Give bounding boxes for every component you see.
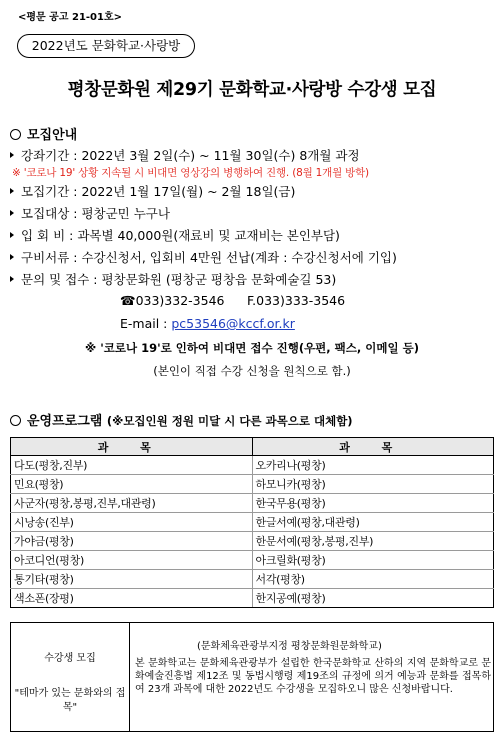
column-header-subject: 과 목 — [11, 438, 253, 456]
table-cell: 한글서예(평창,대관령) — [252, 513, 494, 532]
table-cell: 서각(평창) — [252, 570, 494, 589]
table-row — [11, 589, 494, 608]
program-section-title: 운영프로그램 — [27, 414, 103, 429]
recruit-item-contact: 문의 및 접수 : 평창문화원 (평창군 평창읍 문화예술길 53) — [10, 270, 336, 288]
email-label: E-mail : — [120, 316, 172, 331]
page-title: 평창문화원 제29기 문화학교·사랑방 수강생 모집 — [67, 80, 437, 100]
program-section-header — [10, 410, 353, 429]
triangle-bullet-icon — [10, 188, 14, 194]
covid-note: ※ '코로나 19' 상황 지속될 시 비대면 영상강의 병행하여 진행. (8월 1개월 방학) — [12, 167, 369, 179]
recruit-item-fee: 입 회 비 : 과목별 40,000원(재료비 및 교재비는 본인부담) — [10, 226, 340, 244]
table-cell: 한문서예(평창,봉평,진부) — [252, 532, 494, 551]
triangle-bullet-icon — [10, 152, 14, 158]
table-cell: 색소폰(장평) — [11, 589, 253, 608]
circle-bullet-icon — [10, 415, 21, 426]
intro-quote: "테마가 있는 문화와의 접목" — [14, 688, 126, 713]
intro-heading: (문화체육관광부지정 평창문화원문화학교) — [197, 641, 382, 652]
table-cell: 한국무용(평창) — [252, 494, 494, 513]
table-row — [11, 551, 494, 570]
table-cell: 아크릴화(평창) — [252, 551, 494, 570]
table-cell: 민요(평창) — [11, 475, 253, 494]
recruit-item-recruit-period: 모집기간 : 2022년 1월 17일(월) ~ 2월 18일(금) — [10, 182, 295, 200]
email-link[interactable]: pc53546@kccf.or.kr — [171, 316, 295, 331]
recruit-item-documents: 구비서류 : 수강신청서, 입회비 4만원 선납(계좌 : 수강신청서에 기입) — [10, 248, 397, 266]
circle-bullet-icon — [10, 129, 21, 140]
self-apply-note: (본인이 직접 수강 신청을 원칙으로 함.) — [153, 364, 351, 378]
table-row — [11, 494, 494, 513]
online-receipt-note: ※ '코로나 19'로 인하여 비대면 접수 진행(우편, 팩스, 이메일 등) — [85, 341, 419, 355]
table-cell: 다도(평창,진부) — [11, 456, 253, 475]
intro-label: 수강생 모집 — [44, 653, 96, 664]
table-row — [11, 532, 494, 551]
recruit-item-target: 모집대상 : 평창군민 누구나 — [10, 204, 170, 222]
table-cell: 아코디언(평창) — [11, 551, 253, 570]
column-header-subject: 과 목 — [252, 438, 494, 456]
triangle-bullet-icon — [10, 210, 14, 216]
table-row — [11, 570, 494, 589]
notice-number: <평문 공고 21-01호> — [18, 12, 123, 23]
triangle-bullet-icon — [10, 232, 14, 238]
table-cell: 가야금(평창) — [11, 532, 253, 551]
table-cell: 시낭송(진부) — [11, 513, 253, 532]
table-row — [11, 513, 494, 532]
program-section-note: (※모집인원 정원 미달 시 다른 과목으로 대체함) — [106, 414, 353, 428]
fax-number: F.033)333-3546 — [247, 293, 346, 308]
table-cell: 사군자(평창,봉평,진부,대관령) — [11, 494, 253, 513]
box-divider — [129, 623, 130, 731]
intro-box — [10, 622, 494, 732]
phone-number: ☎033)332-3546 — [120, 293, 225, 308]
triangle-bullet-icon — [10, 276, 14, 282]
table-cell: 통기타(평창) — [11, 570, 253, 589]
table-cell: 한지공예(평창) — [252, 589, 494, 608]
table-row — [11, 456, 494, 475]
year-badge: 2022년도 문화학교·사랑방 — [17, 34, 195, 58]
triangle-bullet-icon — [10, 254, 14, 260]
recruit-section-title: 모집안내 — [27, 128, 78, 143]
program-table-header — [11, 438, 494, 456]
email-line — [120, 316, 295, 331]
program-table — [10, 437, 494, 608]
recruit-section-header — [10, 124, 77, 143]
table-cell: 하모니카(평창) — [252, 475, 494, 494]
recruit-item-period: 강좌기간 : 2022년 3월 2일(수) ~ 11월 30일(수) 8개월 과정 — [10, 146, 360, 164]
table-cell: 오카리나(평창) — [252, 456, 494, 475]
intro-body: 본 문화학교는 문화체육관광부가 설립한 한국문화학교 산하의 지역 문화학교로 문화예술진흥법 제12조 및 동법시행령 제19조의 규정에 의거 예능과 문화를 접목하여 23개 과목에 대한 2022년도 수강생을 모집하오니 많은 신청바랍니다. — [135, 658, 491, 695]
table-row — [11, 475, 494, 494]
